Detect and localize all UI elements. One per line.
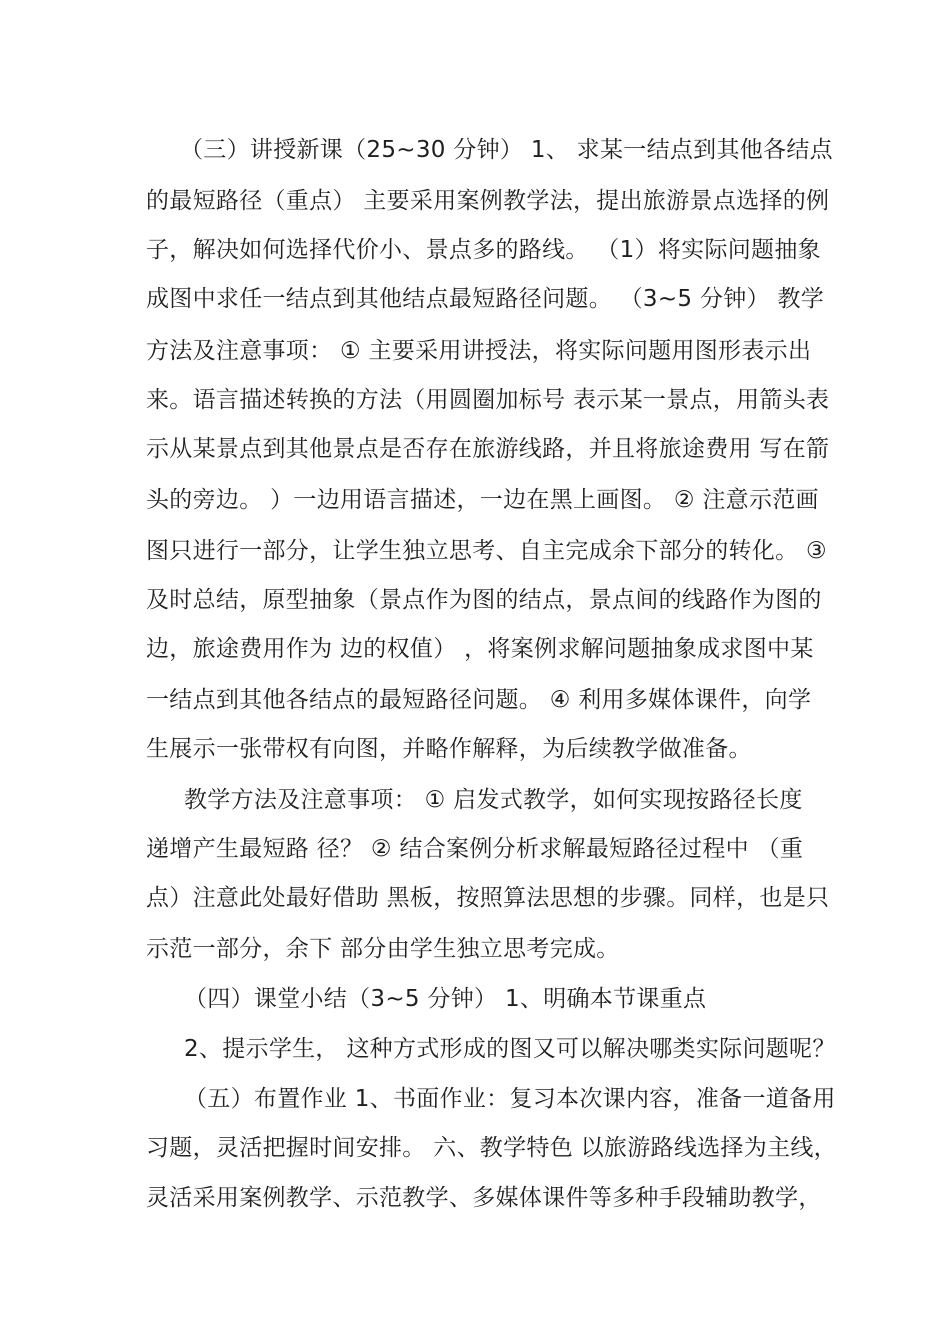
- text-line: 2、提示学生， 这种方式形成的图又可以解决哪类实际问题呢？: [184, 1036, 836, 1062]
- text-line: 边，旅途费用作为 边的权值） ，将案例求解问题抽象成求图中某: [146, 636, 814, 662]
- text-line: 图只进行一部分，让学生独立思考、自主完成余下部分的转化。 ③: [146, 538, 827, 564]
- text-line: 的最短路径（重点） 主要采用案例教学法，提出旅游景点选择的例: [146, 188, 830, 214]
- text-line: 递增产生最短路 径？ ② 结合案例分析求解最短路径过程中 （重: [146, 836, 804, 862]
- text-line: 成图中求任一结点到其他结点最短路径问题。 （3~5 分钟） 教学: [146, 286, 825, 312]
- text-line: 来。语言描述转换的方法（用圆圈加标号 表示某一景点，用箭头表: [146, 387, 830, 413]
- text-line: （三）讲授新课（25~30 分钟） 1、 求某一结点到其他各结点: [180, 137, 833, 163]
- text-line: 教学方法及注意事项： ① 启发式教学，如何实现按路径长度: [184, 787, 803, 813]
- text-line: 子，解决如何选择代价小、景点多的路线。 （1）将实际问题抽象: [146, 237, 821, 263]
- text-line: 示范一部分，余下 部分由学生独立思考完成。: [146, 936, 620, 962]
- text-line: 点）注意此处最好借助 黑板，按照算法思想的步骤。同样，也是只: [146, 885, 830, 911]
- text-line: 一结点到其他各结点的最短路径问题。 ④ 利用多媒体课件，向学: [146, 687, 812, 713]
- text-line: 示从某景点到其他景点是否存在旅游线路，并且将旅途费用 写在箭: [146, 436, 830, 462]
- text-line: 头的旁边。 ）一边用语言描述，一边在黑上画图。 ② 注意示范画: [146, 487, 819, 513]
- text-line: （四）课堂小结（3~5 分钟） 1、明确本节课重点: [184, 986, 707, 1012]
- text-line: （五）布置作业 1、书面作业：复习本次课内容，准备一道备用: [184, 1086, 836, 1112]
- text-line: 灵活采用案例教学、示范教学、多媒体课件等多种手段辅助教学，: [146, 1185, 822, 1211]
- text-line: 生展示一张带权有向图，并略作解释，为后续教学做准备。: [146, 736, 752, 762]
- text-line: 习题，灵活把握时间安排。 六、教学特色 以旅游路线选择为主线，: [146, 1135, 837, 1161]
- text-line: 方法及注意事项： ① 主要采用讲授法，将实际问题用图形表示出: [146, 338, 812, 364]
- text-line: 及时总结，原型抽象（景点作为图的结点，景点间的线路作为图的: [146, 587, 822, 613]
